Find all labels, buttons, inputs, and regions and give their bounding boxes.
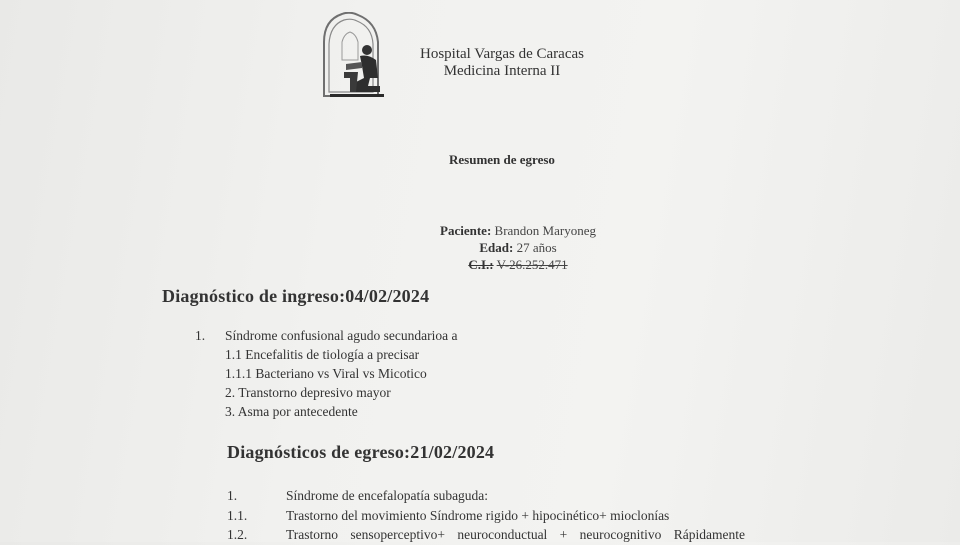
list-item-text: 1.1 Encefalitis de tiología a precisar — [225, 347, 420, 362]
patient-id-row — [420, 256, 616, 273]
hospital-name: Hospital Vargas de Caracas — [420, 46, 584, 62]
list-item-number: 1.1. — [227, 507, 248, 523]
discharge-diagnosis-heading: Diagnósticos de egreso:21/02/2024 — [227, 442, 495, 462]
list-item — [195, 402, 457, 421]
document-title: Resumen de egreso — [449, 152, 555, 167]
list-item — [195, 326, 457, 345]
department-name: Medicina Interna II — [443, 63, 561, 79]
list-item-number: 1. — [227, 488, 238, 503]
list-item-number: 1. — [195, 328, 206, 343]
patient-id: V-26.252.471 — [496, 257, 568, 272]
list-item-number: 1.2. — [227, 527, 248, 542]
patient-name: Brandon Maryoneg — [494, 223, 596, 238]
patient-info — [420, 222, 616, 273]
patient-age-label: Edad: — [479, 240, 514, 255]
discharge-diagnosis-list — [227, 486, 745, 545]
patient-age-row — [420, 239, 616, 256]
list-item-text: Trastorno sensoperceptivo+ neuroconductual + neurocognitivo Rápidamente — [286, 527, 746, 542]
list-item-text: 2. Transtorno depresivo mayor — [225, 385, 391, 400]
list-item — [227, 486, 745, 506]
list-item — [195, 345, 457, 364]
list-item — [195, 383, 457, 402]
admission-diagnosis-list — [195, 326, 457, 421]
list-item-text: 3. Asma por antecedente — [225, 404, 358, 419]
list-item-text: 1.1.1 Bacteriano vs Viral vs Micotico — [225, 366, 427, 381]
hospital-header — [420, 46, 584, 80]
list-item-text: Trastorno del movimiento Síndrome rigido + hipocinético+ mioclonías — [286, 507, 670, 523]
patient-name-row — [420, 222, 616, 239]
list-item — [227, 506, 745, 526]
admission-diagnosis-heading: Diagnóstico de ingreso:04/02/2024 — [162, 286, 430, 306]
hospital-seal-icon — [320, 12, 386, 98]
patient-id-label: C.I.: — [468, 257, 494, 272]
list-item — [195, 364, 457, 383]
patient-age: 27 años — [516, 240, 557, 255]
patient-name-label: Paciente: — [440, 223, 492, 238]
list-item-text: Síndrome confusional agudo secundarioa a — [225, 328, 458, 343]
list-item-text: Síndrome de encefalopatía subaguda: — [286, 488, 489, 503]
